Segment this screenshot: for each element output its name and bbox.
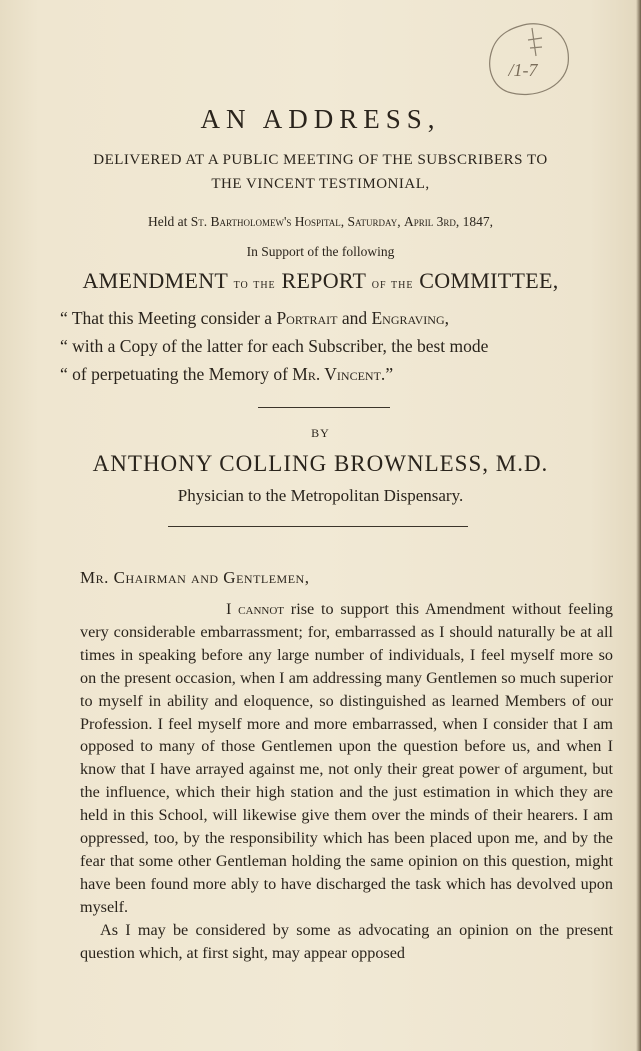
resolution-line-2: “ with a Copy of the latter for each Subscriber, the best mode — [60, 336, 489, 356]
amendment-committee: COMMITTEE, — [419, 268, 559, 293]
resolution-line-3 — [60, 364, 393, 385]
salutation: Mr. Chairman and Gentlemen, — [80, 568, 310, 587]
resolution-name: Mr. Vincent. — [292, 364, 386, 384]
amendment-word: AMENDMENT — [82, 268, 228, 293]
subtitle-line-1: DELIVERED AT A PUBLIC MEETING OF THE SUBSCRIBERS TO — [93, 152, 548, 168]
resolution-text: “ That this Meeting consider a — [60, 308, 277, 328]
address-body — [80, 598, 613, 965]
subtitle-line-2: THE VINCENT TESTIMONIAL, — [211, 176, 430, 192]
resolution-engraving: Engraving, — [371, 308, 449, 328]
resolution-text-3: “ of perpetuating the Memory of — [60, 364, 293, 384]
author-position: Physician to the Metropolitan Dispensary. — [177, 486, 464, 505]
resolution-close-quote: ” — [385, 364, 394, 384]
byline-by: BY — [311, 426, 330, 440]
venue-day: Saturday, — [347, 214, 401, 229]
paragraph-2: As I may be considered by some as advocating an opinion on the present question which, at first sight, may appear opposed — [80, 920, 613, 962]
amendment-report: REPORT — [281, 268, 366, 293]
stamp-handwritten-number: /1-7 — [508, 60, 538, 80]
document-title: AN ADDRESS, — [200, 104, 441, 134]
support-line: In Support of the following — [246, 244, 395, 259]
amendment-to: to the — [233, 277, 276, 292]
resolution-line-1 — [60, 308, 449, 329]
resolution-portrait: Portrait — [276, 308, 338, 328]
venue-place: St. Bartholomew's Hospital, — [190, 214, 345, 229]
venue-year: 1847, — [459, 214, 493, 229]
amendment-of: of the — [371, 277, 414, 292]
author-name: ANTHONY COLLING BROWNLESS, M.D. — [92, 451, 549, 476]
paragraph-1-text: rise to support this Amendment without feeling very considerable embarrassment; for, embarrassed as I should naturally be at all times in speaking before any large number of individuals, I feel myself more so on the present occasion, when I am addressing many Gentlemen so much superior to myself in ability and eloquence, so distinguished as learned Members of our Profession. I feel myself more and more embarrassed, when I consider that I am opposed to many of those Gentlemen upon the question before us, and when I know that I have arrayed against me, not only their great power of argument, but the influence, which their high station and the just estimation in which they are held in this School, will likewise give them over the minds of their hearers. I am oppressed, too, by the responsibility which has been placed upon me, and by the fear that some other Gentleman holding the same opinion on this question, might have been found more ably to have discharged the task which has devolved upon myself. — [80, 600, 613, 916]
paragraph-1 — [80, 598, 613, 919]
amendment-heading — [0, 268, 641, 294]
venue-line — [0, 214, 641, 230]
venue-date: April 3rd, — [403, 214, 460, 229]
venue-prefix: Held at — [147, 214, 191, 229]
paragraph-1-opening: I cannot — [226, 600, 285, 618]
library-stamp-mark — [484, 18, 574, 100]
resolution-and: and — [337, 308, 372, 328]
divider-rule-2 — [168, 526, 468, 527]
divider-rule-1 — [258, 407, 390, 408]
